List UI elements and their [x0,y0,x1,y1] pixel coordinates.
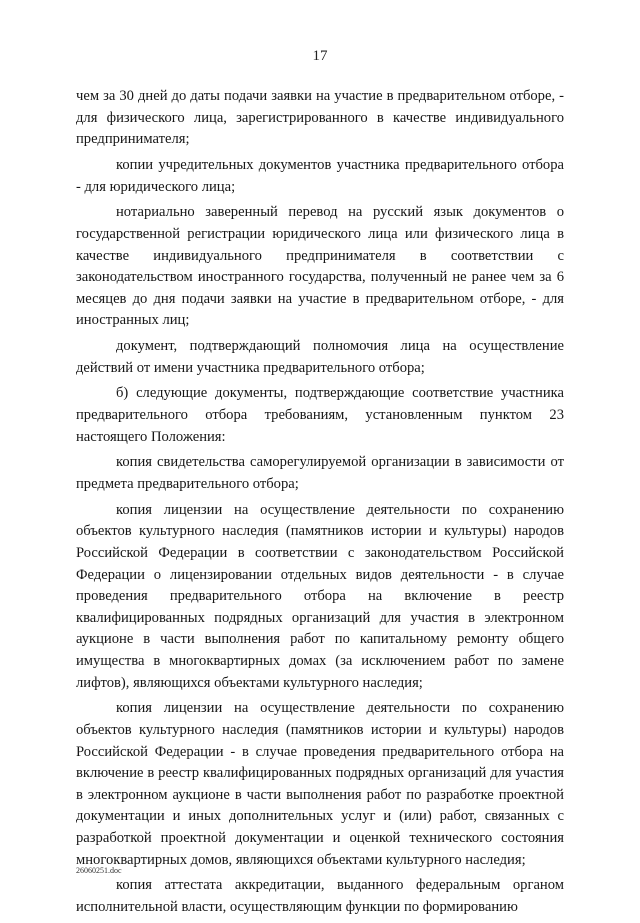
paragraph: документ, подтверждающий полномочия лица на осуществление действий от имени участника предварительного отбора; [76,338,564,376]
paragraph: копия лицензии на осуществление деятельности по сохранению объектов культурного наследия (памятников истории и культуры) народов Российской Федерации - в случае проведения предварительного отбора на включение в реестр квалифицированных подрядных организаций для участия в электронном аукционе в части выполнения работ по разработке проектной документации и иных дополнительных услуг и (или) работ, связанных с разработкой проектной документации и оценкой технического состояния многоквартирных домов, являющихся объектами культурного наследия; [76,700,564,868]
paragraph: б) следующие документы, подтверждающие соответствие участника предварительного отбора требованиям, установленным пунктом 23 настоящего Положения: [76,385,564,445]
paragraph: нотариально заверенный перевод на русский язык документов о государственной регистрации юридического лица или физического лица в качестве индивидуального предпринимателя в соответствии с законодательством иностранного государства, полученный не ранее чем за 6 месяцев до дня подачи заявки на участие в предварительном отборе, - для иностранных лиц; [76,204,564,329]
footer-filename: 26060251.doc [76,866,122,875]
page-number: 17 [312,48,328,64]
paragraph: копии учредительных документов участника предварительного отбора - для юридического лица; [76,156,564,195]
paragraph: копия свидетельства саморегулируемой организации в зависимости от предмета предварительного отбора; [76,454,564,493]
paragraph: чем за 30 дней до даты подачи заявки на участие в предварительном отборе, - для физического лица, зарегистрированного в качестве индивидуального предпринимателя; [76,88,564,148]
paragraph: копия лицензии на осуществление деятельности по сохранению объектов культурного наследия (памятников истории и культуры) народов Российской Федерации в соответствии с законодательством Российской Федерации о лицензировании отдельных видов деятельности - в случае проведения предварительного отбора на включение в реестр квалифицированных подрядных организаций для участия в электронном аукционе в части выполнения работ по капитальному ремонту общего имущества в многоквартирных домах (за исключением работ по замене лифтов), являющихся объектами культурного наследия; [76,501,564,691]
document-body [76,86,564,923]
paragraph: копия аттестата аккредитации, выданного федеральным органом исполнительной власти, осуществляющим функции по формированию [76,877,564,915]
